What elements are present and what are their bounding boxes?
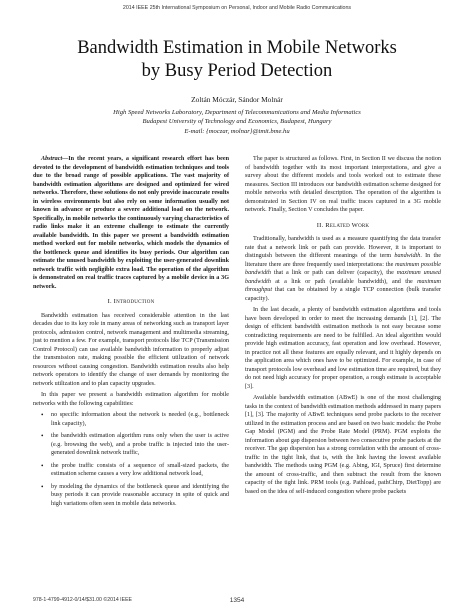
paper-title bbox=[0, 37, 474, 83]
related-paragraph-2: In the last decade, a plenty of bandwidth estimation algorithms and tools have been developed in order to meet the increasing demands [1], [2]. The design of efficient bandwidth estimation methods is not easy because some contradicting requirements are need to be fulfilled. An ideal algorithm would provide high estimation accuracy, fast operation and low overhead. However, in practice not all these features are equally relevant, and it highly depends on the application area which ones have to be optimized. For example, in case of transport protocols low overhead and low estimation time are required, but they do not need high accuracy for proper operation, a rough estimate is acceptable [3]. bbox=[245, 307, 441, 390]
term-maximum-throughput: maximum throughput bbox=[245, 278, 441, 293]
capabilities-list bbox=[33, 411, 229, 508]
affiliation-email: E-mail: {moczar, molnar}@tmit.bme.hu bbox=[184, 127, 290, 135]
author-list: Zoltán Móczár, Sándor Molnár bbox=[191, 95, 283, 104]
intro-paragraph-3: The paper is structured as follows. First, in Section II we discuss the notion of bandwidth together with its most important interpretations, and give a survey about the different models and tools worked out to estimate these measures. Section III introduces our bandwidth estimation scheme designed for mobile networks with detailed description. The operation of the algorithm is demonstrated in Section IV on real traffic traces captured in a 3G mobile network. Finally, Section V concludes the paper. bbox=[245, 156, 441, 213]
text-span: at a link or path (available bandwidth), and the bbox=[270, 278, 418, 285]
conference-header: 2014 IEEE 25th International Symposium on Personal, Indoor and Mobile Radio Communications bbox=[122, 5, 352, 11]
intro-paragraph-2: In this paper we present a bandwidth estimation algorithm for mobile networks with the following capabilities: bbox=[33, 392, 229, 407]
list-item: • no specific information about the network is needed (e.g., bottleneck link capacity), bbox=[51, 411, 229, 428]
text-span: that can be obtained by a single TCP connection (bulk transfer capacity). bbox=[245, 287, 441, 302]
page-footer bbox=[0, 597, 474, 607]
intro-paragraph-1: Bandwidth estimation has received considerable attention in the last decades due to its key role in many areas of networking such as transport layer protocols, admission control, network management and multimedia streaming, just to mention a few. For example, transport protocols like TCP (Transmission Control Protocol) can use available bandwidth information to properly adjust the transmission rate, making possible the efficient utilization of network resources without causing congestion. Bandwidth estimation results also help network operators to identify the change of user demands by monitoring the network utilization and to plan capacity upgrades. bbox=[33, 312, 229, 387]
affiliation-lab: High Speed Networks Laboratory, Department of Telecommunications and Media Informatics bbox=[113, 109, 361, 116]
text-span: Traditionally, bandwidth is used as a measure quantifying the data transfer rate that a network link or path can provide. However, it is important to distinguish between the different meanings of the term bbox=[245, 236, 441, 259]
section-heading-introduction: I. Introduction bbox=[107, 298, 155, 305]
affiliation-block bbox=[0, 108, 474, 136]
isbn-copyright: 978-1-4799-4912-0/14/$31.00 ©2014 IEEE bbox=[33, 597, 133, 603]
list-item: • by modeling the dynamics of the bottleneck queue and identifying the busy periods it can provide reasonable accuracy in spite of quick and high variations often seen in mobile data networks. bbox=[51, 483, 229, 509]
term-bandwidth: bandwidth bbox=[394, 253, 421, 259]
related-paragraph-1 bbox=[245, 235, 441, 303]
text-span: that a link or path can deliver (capacity), the bbox=[270, 270, 397, 276]
abstract bbox=[33, 155, 229, 291]
abstract-label: Abstract bbox=[41, 156, 63, 162]
title-line-2: by Busy Period Detection bbox=[141, 61, 333, 81]
related-paragraph-3: Available bandwidth estimation (ABwE) is one of the most challenging tasks in the context of bandwidth estimation methods addressed in many papers [1], [3]. The majority of ABwE techniques send probe packets to the receiver utilized in the estimation process and are based on two basic models: the Probe Gap Model (PGM) and the Probe Rate Model (PRM). PGM exploits the information about gap dispersion between two consecutive probe packets at the receiver. The gap dispersion has a strong correlation with the amount of cross-traffic in the tight link, that is, with the link having the lowest available bandwidth. The methods using PGM (e.g. Abing, IGI, Spruce) first determine the amount of cross-traffic, and then subtract the result from the known capacity of the tight link. PRM tools (e.g. Pathload, pathChirp, DietTopp) are based on the idea of self-induced congestion where probe packets bbox=[245, 395, 441, 495]
text-span: . In the literature there are three frequently used interpretations: the bbox=[245, 253, 441, 268]
left-column bbox=[33, 155, 229, 512]
title-line-1: Bandwidth Estimation in Mobile Networks bbox=[77, 38, 397, 58]
list-item: • the bandwidth estimation algorithm runs only when the user is active (e.g. browsing the web), and a probe traffic is injected into the user-generated downlink network traffic, bbox=[51, 432, 229, 458]
page-number: 1354 bbox=[229, 597, 245, 604]
term-maximum-unused-bandwidth: maximum unused bandwidth bbox=[245, 270, 441, 285]
abstract-text: —In the recent years, a significant research effort has been devoted to the development of bandwidth estimation techniques and tools due to the broad range of possible applications. The vast majority of bandwidth estimation algorithms are designed and optimized for wired networks. Therefore, these solutions do not only provide inaccurate results in wireless environments but also rely on some information usually not known in advance or produce a severe additional load on the network. Specifically, in mobile networks the continuously varying characteristics of radio links make it an extreme challenge to estimate the currently available bandwidth. In this paper we present a bandwidth estimation method worked out for mobile networks, which models the dynamics of the bottleneck queue and identifies its busy periods. Our algorithm can estimate the unused bandwidth by exploiting the user-generated downlink network traffic with negligible extra load. The operation of the algorithm is demonstrated on real traffic traces captured by a mobile device in a 3G network. bbox=[33, 156, 229, 290]
section-heading-related-work: II. Related Work bbox=[316, 221, 370, 229]
list-item: • the probe traffic consists of a sequence of small-sized packets, the estimation scheme causes a very low additional network load, bbox=[51, 462, 229, 479]
right-column bbox=[245, 155, 441, 499]
term-maximum-possible-bandwidth: maximum possible bandwidth bbox=[245, 261, 441, 276]
affiliation-university: Budapest University of Technology and Economics, Budapest, Hungary bbox=[142, 118, 332, 126]
